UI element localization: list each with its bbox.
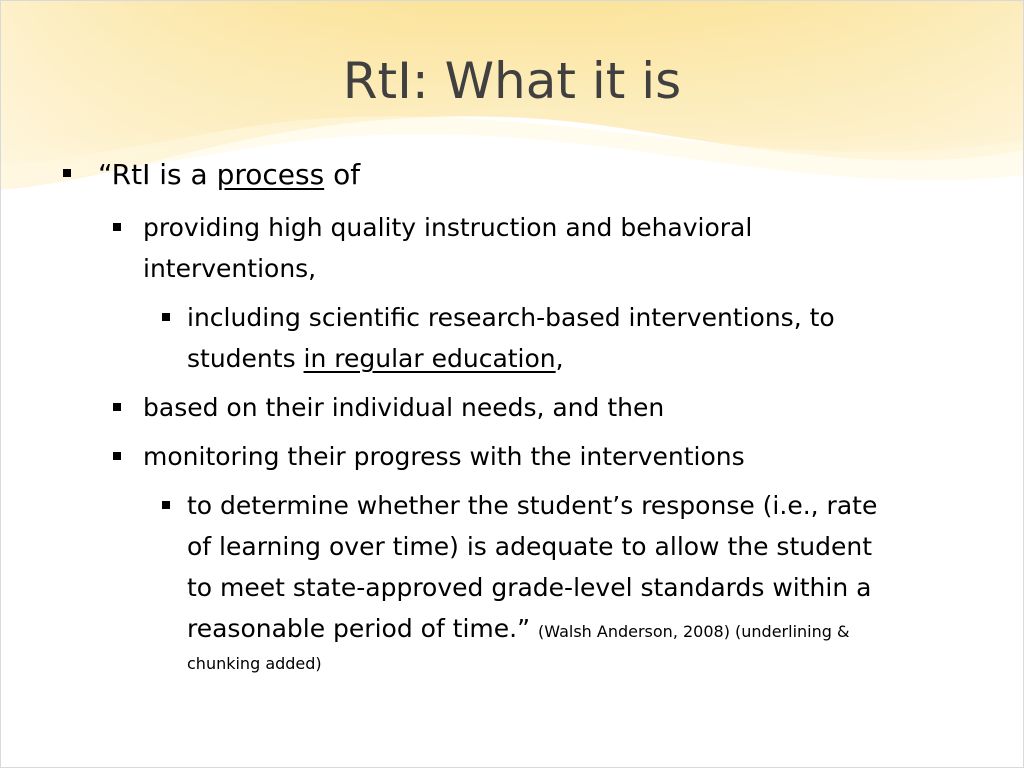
citation: (Walsh Anderson, 2008) (underlining & bbox=[538, 622, 850, 641]
bullet-level2 bbox=[143, 387, 664, 428]
bullet-text: to meet state-approved grade-level standards within a bbox=[187, 573, 872, 602]
bullet-level3 bbox=[187, 485, 877, 676]
bullet-text: based on their individual needs, and then bbox=[143, 393, 665, 422]
bullet-text: of learning over time) is adequate to allow the student bbox=[187, 532, 872, 561]
bullet-marker bbox=[162, 313, 170, 321]
bullet-text: monitoring their progress with the interventions bbox=[143, 442, 745, 471]
bullet-marker bbox=[162, 501, 170, 509]
bullet-marker bbox=[63, 169, 71, 177]
bullet-level3 bbox=[187, 297, 835, 379]
bullet-text: , bbox=[555, 344, 564, 373]
bullet-text: interventions, bbox=[143, 254, 317, 283]
bullet-text-line bbox=[187, 338, 835, 379]
bullet-marker bbox=[113, 403, 121, 411]
bullet-level1 bbox=[98, 158, 360, 192]
bullet-text: to determine whether the student’s response (i.e., rate bbox=[187, 491, 878, 520]
citation: chunking added) bbox=[187, 654, 322, 673]
bullet-level2 bbox=[143, 207, 752, 289]
bullet-text: “RtI is a bbox=[98, 158, 217, 191]
bullet-text: students bbox=[187, 344, 304, 373]
slide-title: RtI: What it is bbox=[342, 52, 682, 110]
bullet-text: providing high quality instruction and behavioral bbox=[143, 213, 753, 242]
bullet-text: including scientific research-based interventions, to bbox=[187, 303, 835, 332]
bullet-text-line bbox=[187, 608, 877, 652]
underlined-phrase: in regular education bbox=[303, 344, 556, 373]
bullet-text: reasonable period of time.” bbox=[187, 614, 531, 643]
bullet-text: of bbox=[324, 158, 361, 191]
bullet-marker bbox=[113, 452, 121, 460]
underlined-word: process bbox=[216, 158, 325, 191]
bullet-marker bbox=[113, 223, 121, 231]
bullet-level2 bbox=[143, 436, 745, 477]
